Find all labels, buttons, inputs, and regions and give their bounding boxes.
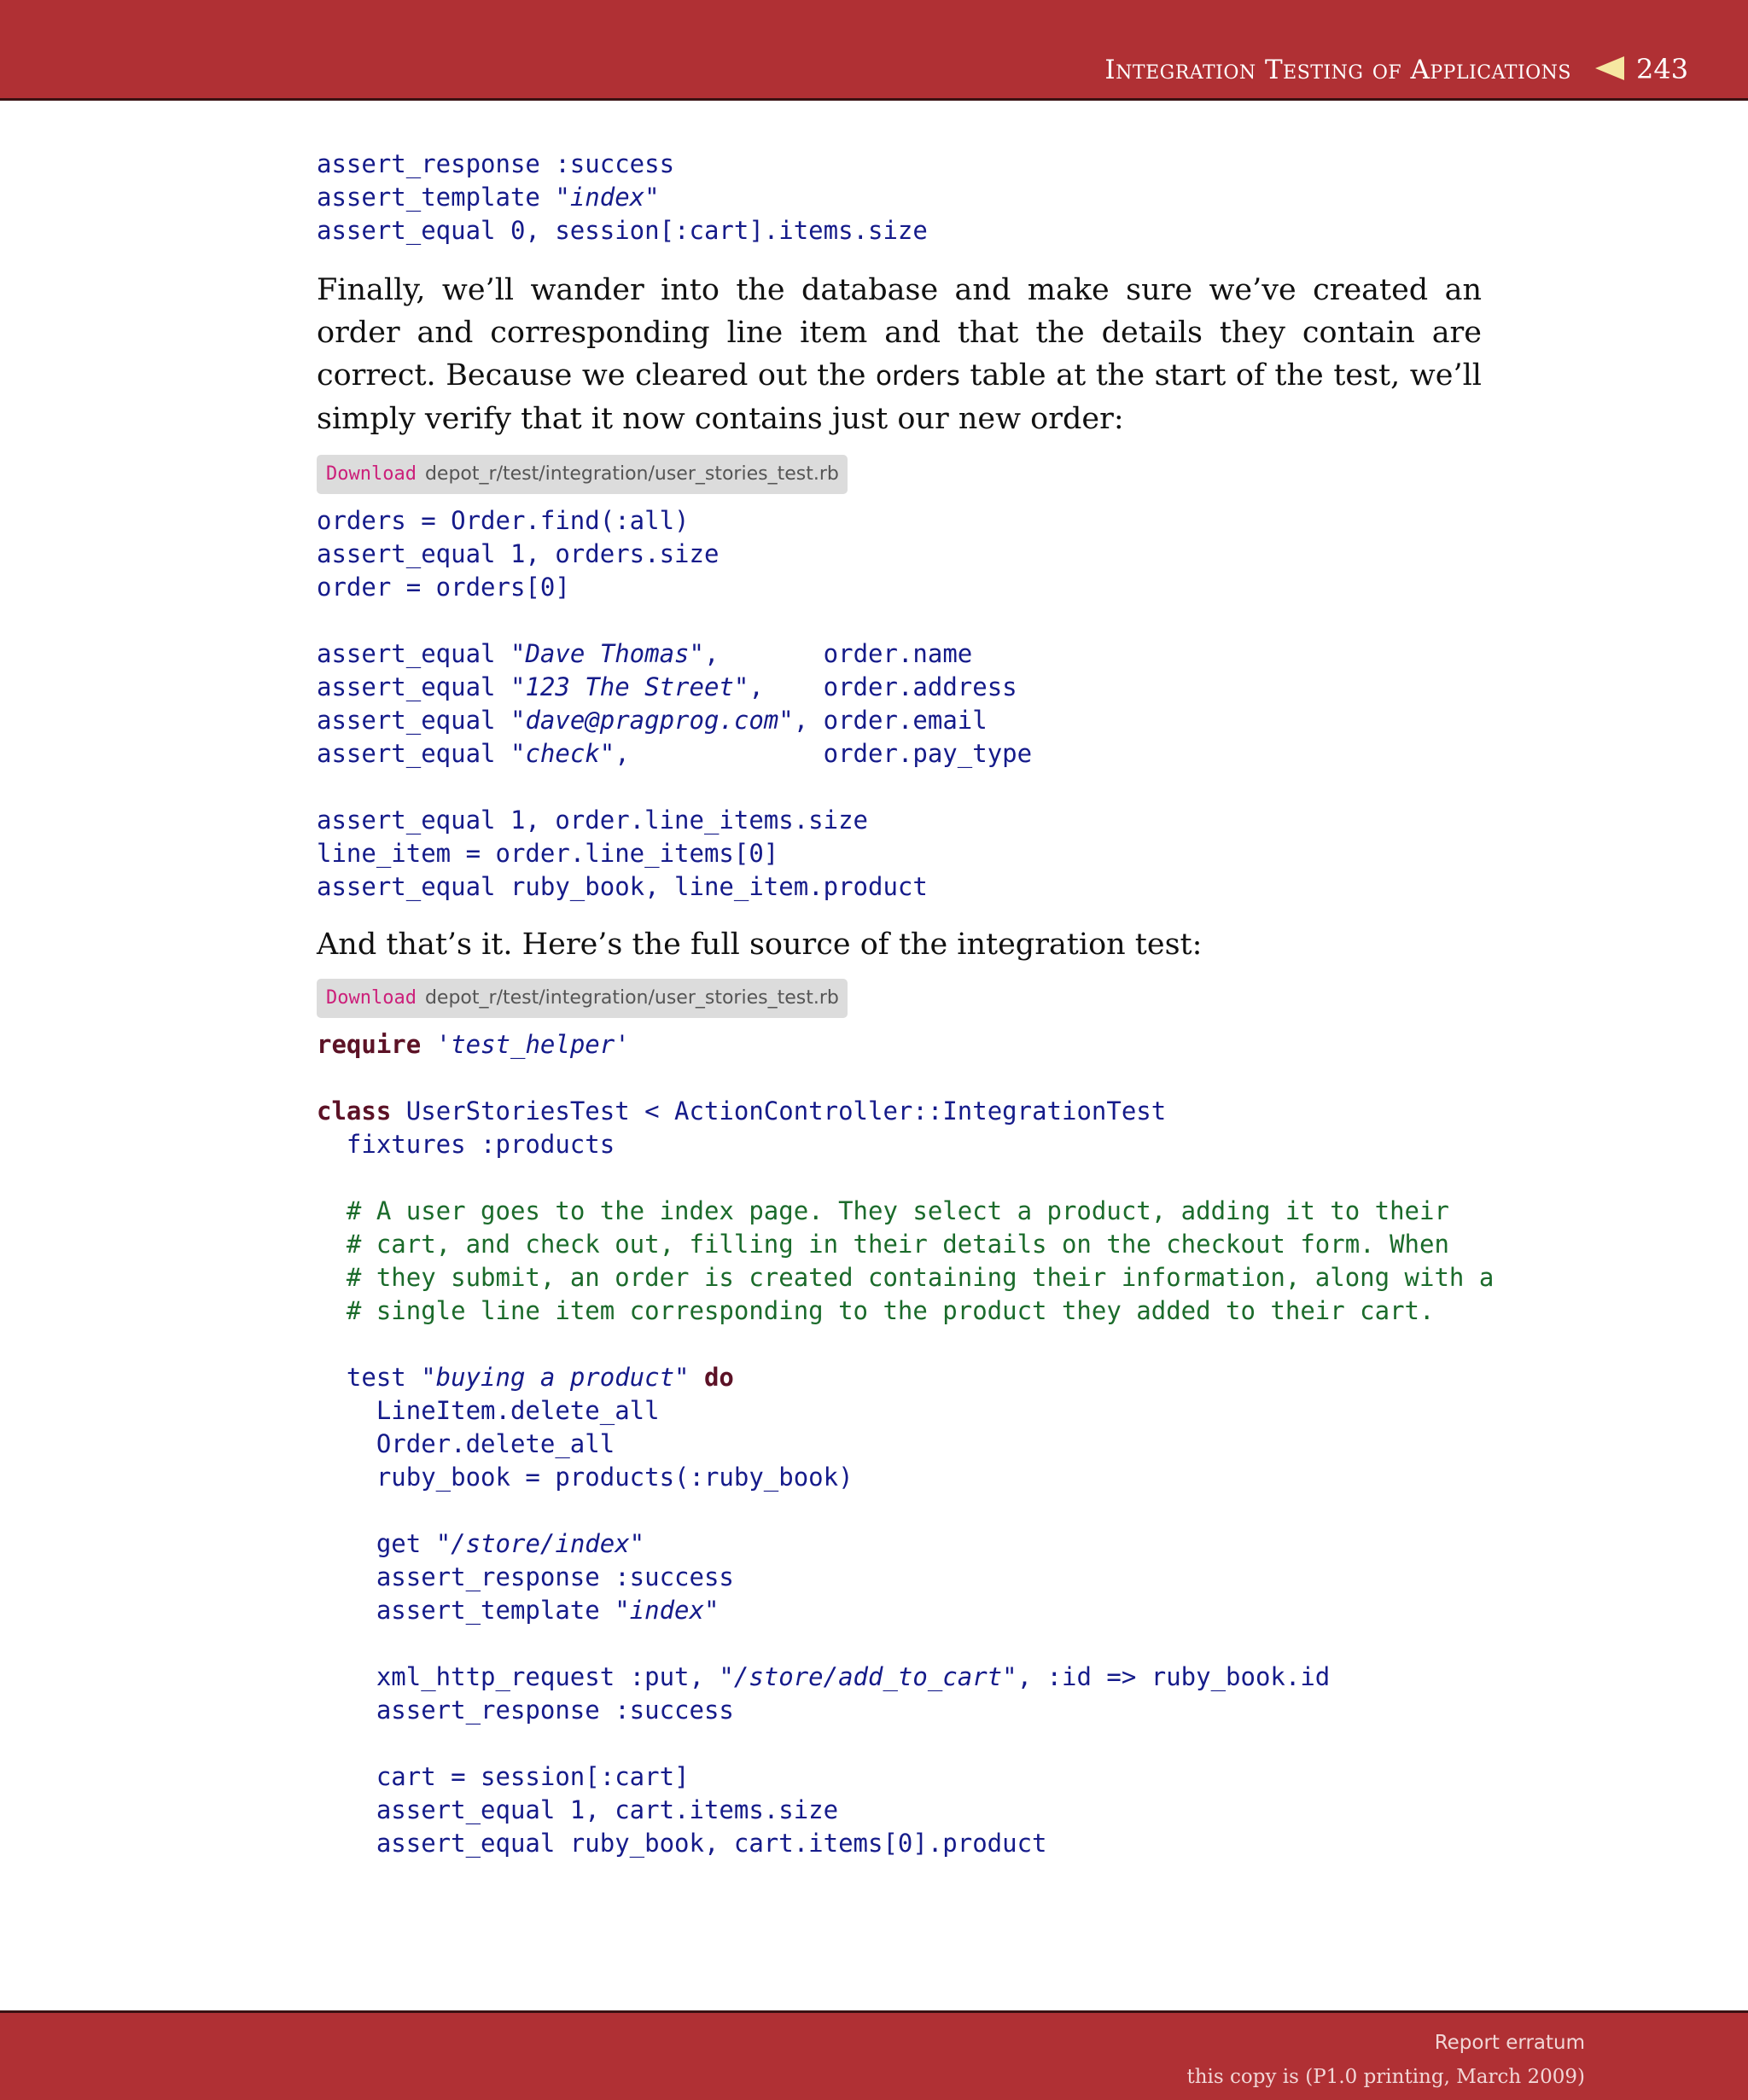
download-path[interactable]: depot_r/test/integration/user_stories_test.rb bbox=[424, 463, 839, 485]
code-keyword: class bbox=[317, 1097, 392, 1126]
download-label[interactable]: Download bbox=[326, 463, 417, 485]
code-string: "index" bbox=[615, 1596, 720, 1625]
body-paragraph bbox=[317, 269, 1482, 440]
code-comment: # cart, and check out, filling in their details on the checkout form. When bbox=[346, 1230, 1449, 1259]
code-comment: # A user goes to the index page. They select a product, adding it to their bbox=[346, 1196, 1449, 1225]
inline-code: orders bbox=[876, 361, 960, 392]
code-block: orders = Order.find(:all) assert_equal 1, orders.size order = orders[0] assert_equal "Dave Thomas", order.name assert_equal "123 The Street", order.address assert_equal "dave@pragprog.com", order.email assert_equal "check", order.pay_type assert_equal 1, order.line_items.size line_item = order.line_items[0] assert_equal ruby_book, line_item.product bbox=[317, 506, 1033, 901]
previous-page-arrow-icon[interactable] bbox=[1595, 56, 1624, 80]
code-keyword: require bbox=[317, 1030, 422, 1059]
page-content bbox=[317, 148, 1495, 1860]
paragraph-text: Finally, we’ll wander into the database and make sure we’ve created an order and corresponding line item and that the details they contain are correct. Because we cleared out the bbox=[317, 273, 1482, 393]
report-erratum-link[interactable]: Report erratum bbox=[1434, 2032, 1585, 2054]
code-string: "dave@pragprog.com" bbox=[510, 706, 794, 735]
code-string: "123 The Street" bbox=[510, 672, 749, 701]
code-keyword: do bbox=[703, 1363, 734, 1392]
code-string: "Dave Thomas" bbox=[510, 639, 704, 668]
download-label[interactable]: Download bbox=[326, 987, 417, 1009]
chapter-title: Integration Testing of Applications bbox=[1104, 55, 1571, 85]
page-number: 243 bbox=[1636, 53, 1689, 85]
code-block: assert_response :success assert_template "index" assert_equal 0, session[:cart].items.size bbox=[317, 149, 928, 245]
body-paragraph: And that’s it. Here’s the full source of the integration test: bbox=[317, 928, 1203, 962]
copy-note: this copy is (P1.0 printing, March 2009) bbox=[1186, 2066, 1585, 2088]
download-row bbox=[317, 455, 1482, 494]
download-path[interactable]: depot_r/test/integration/user_stories_test.rb bbox=[424, 987, 839, 1009]
code-string: "buying a product" bbox=[421, 1363, 690, 1392]
download-bar[interactable] bbox=[317, 455, 848, 494]
code-string: "/store/add_to_cart" bbox=[719, 1662, 1017, 1691]
code-string: "check" bbox=[510, 739, 615, 768]
code-comment: # they submit, an order is created containing their information, along with a bbox=[346, 1263, 1495, 1292]
code-comment: # single line item corresponding to the product they added to their cart. bbox=[346, 1296, 1435, 1325]
code-string: 'test_helper' bbox=[435, 1030, 630, 1059]
code-block: require 'test_helper' class UserStoriesTest < ActionController::IntegrationTest fixtures :products # A user goes to the index page. They select a product, adding it to their # cart, and check out, filling in their details on the checkout form. When # they submit, an order is created containing their information, along with a # single line item corresponding to the product they added to their cart. test "buying a product" do LineItem.delete_all Order.delete_all ruby_book = products(:ruby_book) get "/store/index" assert_response :success assert_template "index" xml_http_request :put, "/store/add_to_cart", :id => ruby_book.id assert_response :success cart = session[:cart] assert_equal 1, cart.items.size assert_equal ruby_book, cart.items[0].product bbox=[317, 1030, 1495, 1858]
page-header bbox=[0, 0, 1748, 101]
code-string: "index" bbox=[555, 183, 660, 212]
code-string: "/store/index" bbox=[435, 1529, 645, 1558]
paragraph-text: table at the start of the test, we’ll simply verify that it now contains just our new order: bbox=[317, 358, 1482, 436]
download-row bbox=[317, 979, 1482, 1018]
page-footer bbox=[0, 2010, 1748, 2100]
download-bar[interactable] bbox=[317, 979, 848, 1018]
